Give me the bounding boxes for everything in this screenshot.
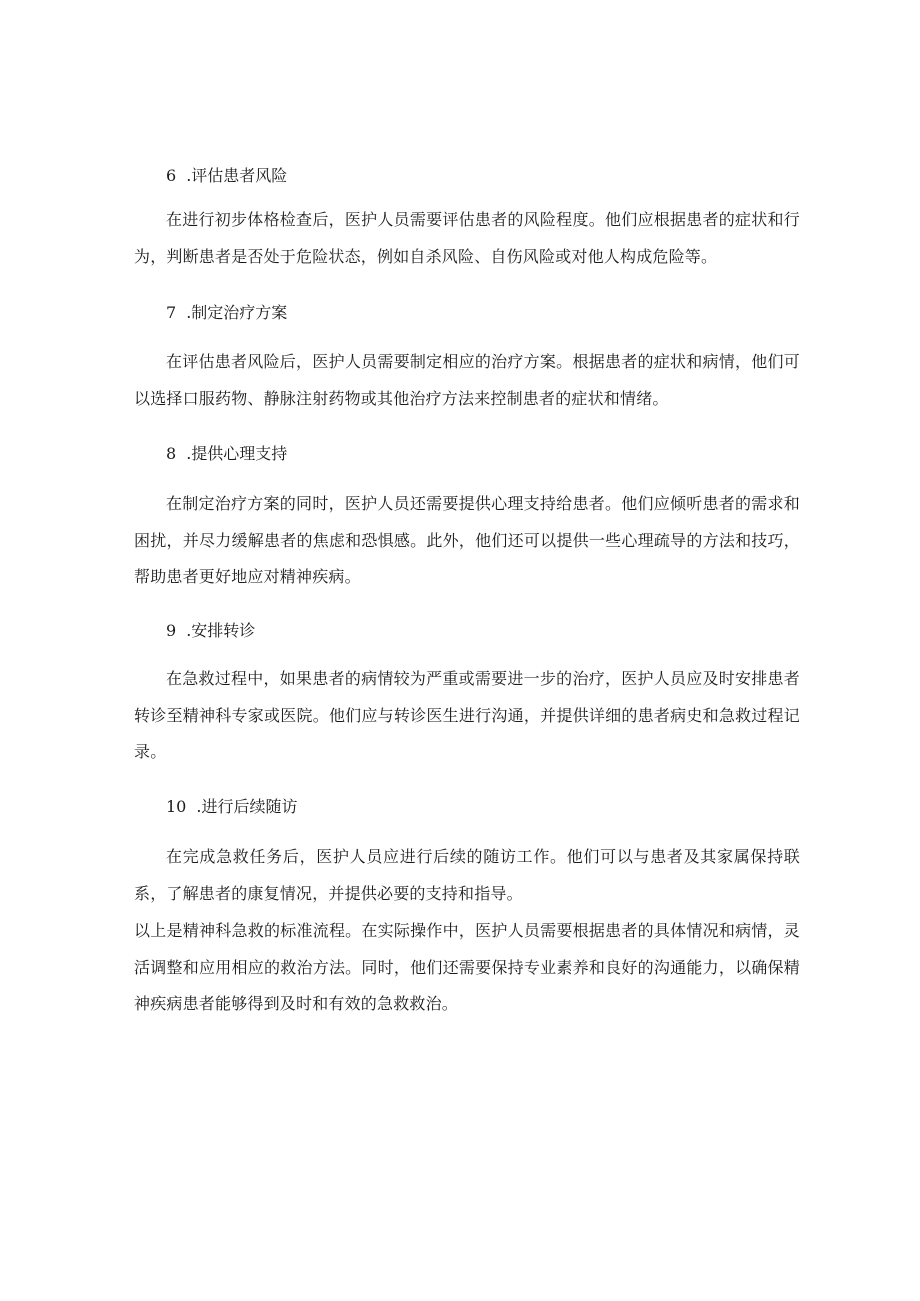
section-title: .制定治疗方案 xyxy=(186,303,288,322)
section-body-6: 在进行初步体格检查后，医护人员需要评估患者的风险程度。他们应根据患者的症状和行为，判断患者是否处于危险状态，例如自杀风险、自伤风险或对他人构成危险等。 xyxy=(134,210,800,266)
section-number: 6 xyxy=(166,166,177,185)
section-title: .进行后续随访 xyxy=(196,797,298,816)
section-heading-9 xyxy=(166,621,255,641)
section-title: .安排转诊 xyxy=(186,621,256,640)
closing-text: 以上是精神科急救的标准流程。在实际操作中，医护人员需要根据患者的具体情况和病情，灵活调整和应用相应的救治方法。同时，他们还需要保持专业素养和良好的沟通能力，以确保精神疾病患者能够得到及时和有效的急救救治。 xyxy=(134,921,800,1013)
section-body-10: 在完成急救任务后，医护人员应进行后续的随访工作。他们可以与患者及其家属保持联系，了解患者的康复情况，并提供必要的支持和指导。 xyxy=(134,847,800,903)
section-number: 8 xyxy=(166,444,177,463)
section-heading-10 xyxy=(166,797,297,817)
section-number: 9 xyxy=(166,621,177,640)
section-number: 10 xyxy=(166,797,187,816)
section-body-8: 在制定治疗方案的同时，医护人员还需要提供心理支持给患者。他们应倾听患者的需求和困扰，并尽力缓解患者的焦虑和恐惧感。此外，他们还可以提供一些心理疏导的方法和技巧，帮助患者更好地应对精神疾病。 xyxy=(134,494,800,586)
section-body-7: 在评估患者风险后，医护人员需要制定相应的治疗方案。根据患者的症状和病情，他们可以选择口服药物、静脉注射药物或其他治疗方法来控制患者的症状和情绪。 xyxy=(134,352,800,408)
section-heading-6 xyxy=(166,166,287,186)
section-title: .提供心理支持 xyxy=(186,444,288,463)
section-number: 7 xyxy=(166,303,177,322)
section-body-9: 在急救过程中，如果患者的病情较为严重或需要进一步的治疗，医护人员应及时安排患者转诊至精神科专家或医院。他们应与转诊医生进行沟通，并提供详细的患者病史和急救过程记录。 xyxy=(134,669,800,761)
section-heading-7 xyxy=(166,303,287,323)
closing-paragraph xyxy=(134,913,800,1023)
section-title: .评估患者风险 xyxy=(186,166,288,185)
section-heading-8 xyxy=(166,444,287,464)
